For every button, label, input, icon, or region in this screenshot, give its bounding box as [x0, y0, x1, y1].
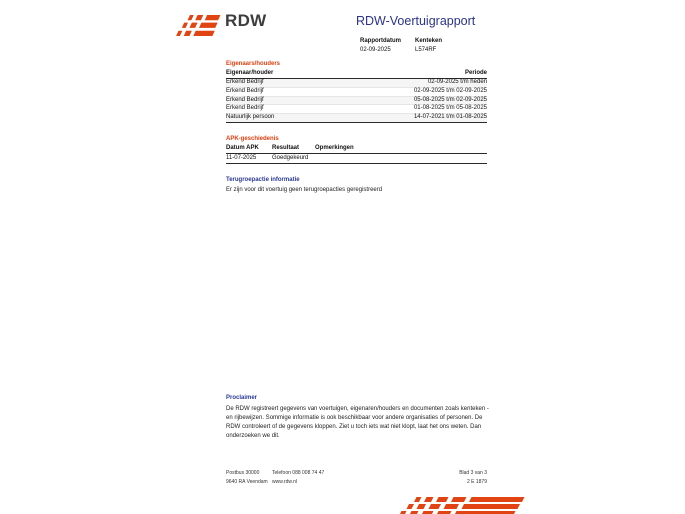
website-link[interactable]: www.rdw.nl — [272, 479, 298, 485]
footer-page-info — [459, 469, 487, 487]
recall-heading: Terugroepactie informatie — [226, 177, 300, 183]
footer-contact — [272, 469, 459, 487]
owner-name: Natuurlijk persoon — [226, 114, 275, 121]
rdw-flag-icon — [176, 15, 222, 36]
owner-period: 14-07-2021 t/m 01-08-2025 — [413, 114, 487, 121]
rdw-logo-text: RDW — [225, 11, 267, 30]
plate-value: L574RF — [415, 46, 437, 53]
plate-block — [415, 38, 458, 53]
owners-table-header — [226, 69, 487, 79]
table-row — [226, 114, 487, 123]
owner-name: Erkend Bedrijf — [226, 87, 264, 94]
owner-period: 05-08-2025 t/m 02-09-2025 — [413, 96, 487, 103]
page-number: Blad 3 van 3 — [459, 470, 487, 476]
report-meta — [360, 38, 470, 53]
table-row — [226, 88, 487, 97]
footer-address-line2: 9640 RA Veendam — [226, 479, 268, 485]
recall-section — [226, 177, 487, 193]
owners-heading: Eigenaars/houders — [226, 61, 281, 67]
rdw-logo — [176, 12, 267, 36]
table-row — [226, 154, 487, 164]
apk-remarks — [315, 154, 487, 163]
footer-address-line1: Postbus 30000 — [226, 470, 260, 476]
apk-col-date: Datum APK — [226, 145, 259, 151]
page-footer — [226, 469, 487, 487]
apk-date: 11-07-2025 — [226, 155, 257, 161]
recall-text: Er zijn voor dit voertuig geen terugroepacties geregistreerd — [226, 186, 383, 193]
owner-period: 02-09-2025 t/m heden — [427, 79, 487, 85]
form-code: 2 E 1879 — [466, 479, 487, 485]
apk-col-remarks: Opmerkingen — [315, 145, 354, 151]
owners-section — [226, 61, 487, 123]
proclaimer-section — [226, 395, 489, 441]
report-date-block — [360, 38, 403, 53]
table-row — [226, 97, 487, 106]
footer-address — [226, 469, 272, 487]
apk-table-header — [226, 144, 487, 154]
apk-heading: APK-geschiedenis — [226, 136, 279, 142]
apk-col-result: Resultaat — [272, 145, 300, 151]
report-date-value: 02-09-2025 — [360, 46, 391, 53]
owner-name: Erkend Bedrijf — [226, 105, 264, 112]
apk-section — [226, 136, 487, 164]
owner-name: Erkend Bedrijf — [226, 96, 264, 103]
report-date-label: Rapportdatum — [360, 38, 401, 44]
apk-result: Goedgekeurd — [272, 155, 309, 161]
report-title: RDW-Voertuigrapport — [356, 14, 476, 28]
rdw-flag-icon — [399, 497, 525, 514]
owner-period: 01-08-2025 t/m 05-08-2025 — [413, 105, 487, 112]
owners-col-period: Periode — [464, 70, 487, 76]
table-row — [226, 79, 487, 88]
plate-label: Kenteken — [415, 38, 443, 44]
footer-phone: Telefoon 088 008 74 47 — [272, 470, 325, 476]
owner-name: Erkend Bedrijf — [226, 79, 264, 85]
proclaimer-heading: Proclaimer — [226, 395, 258, 401]
table-row — [226, 105, 487, 114]
owners-col-owner: Eigenaar/houder — [226, 70, 274, 76]
proclaimer-text: De RDW registreert gegevens van voertuigen, eigenaren/houders en documenten zoals kenteken - en rijbewijzen. Sommige informatie is ook beschikbaar voor andere organisaties of personen. De RDW controleert of de gegevens kloppen. Ziet u toch iets wat niet klopt, laat het ons weten. Dan onderzoeken we dit. — [226, 406, 489, 439]
owner-period: 02-09-2025 t/m 02-09-2025 — [413, 87, 487, 94]
rdw-flag-graphic — [399, 497, 525, 514]
